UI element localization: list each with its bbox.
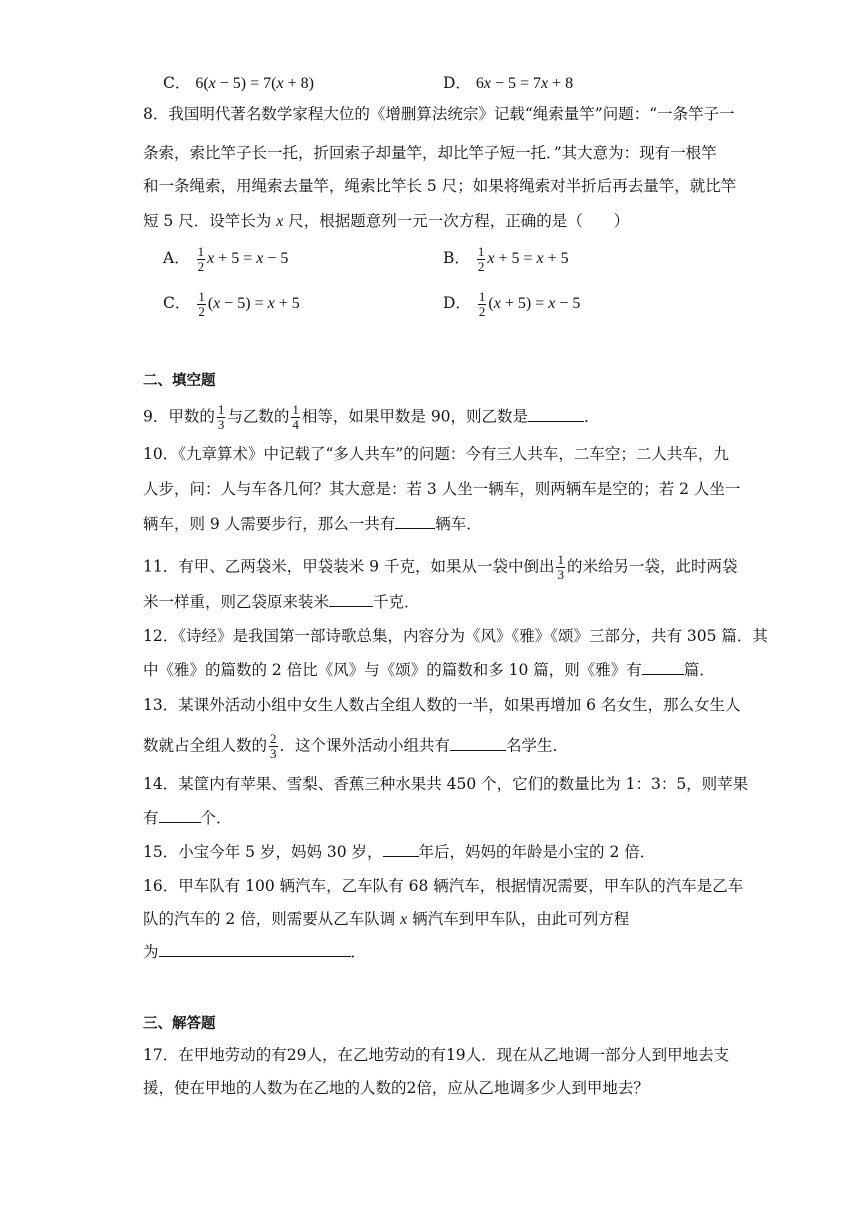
q14-line-1: 14．某筐内有苹果、雪梨、香蕉三种水果共 450 个，它们的数量比为 1：3：5，则苹果	[143, 775, 749, 793]
q8-line-2: 条索，索比竿子长一托，折回索子却量竿，却比竿子短一托．”其大意为：现有一根竿	[143, 144, 717, 162]
section-fill-in-heading: 二、填空题	[143, 373, 216, 389]
q16-line-1: 16．甲车队有 100 辆汽车，乙车队有 68 辆汽车，根据情况需要，甲车队的汽车是乙车	[143, 877, 744, 895]
q11-line-2: 米一样重，则乙袋原来装米 千克．	[143, 593, 420, 611]
q8-line-4: 短 5 尺．设竿长为 x 尺，根据题意列一元一次方程，正确的是（ ）	[143, 212, 630, 230]
q8-option-c[interactable]: C． $\frac{1}{2}$ (x − 5) = x + 5	[163, 289, 300, 319]
q12-line-2: 中《雅》的篇数的 2 倍比《风》与《颂》的篇数和多 10 篇，则《雅》有 篇．	[143, 661, 715, 679]
q10-answer-blank[interactable]	[395, 514, 435, 529]
q9-fraction-1: $\frac{1}{3}$	[217, 402, 225, 432]
q14-line-2: 有 个．	[143, 809, 232, 827]
q13-line-1: 13．某课外活动小组中女生人数占全组人数的一半，如果再增加 6 名女生，那么女生人	[143, 696, 741, 714]
q10-line-2: 人步，问：人与车各几何？其大意是：若 3 人坐一辆车，则两辆车是空的；若 2 人坐一	[143, 480, 741, 498]
q17-line-1: 17．在甲地劳动的有29人，在乙地劳动的有19人．现在从乙地调一部分人到甲地去支	[143, 1046, 730, 1064]
q8-line-1: 8．我国明代著名数学家程大位的《增删算法统宗》记载“绳索量竿”问题：“一条竿子一	[143, 105, 735, 123]
q13-fraction: $\frac{2}{3}$	[270, 731, 277, 761]
q14-answer-blank[interactable]	[159, 808, 201, 823]
q7-option-d[interactable]: D． 6x − 5 = 7x + 8	[443, 74, 574, 92]
q8-option-b-equation: $\frac{1}{2}$ x + 5 = x + 5	[477, 244, 569, 274]
q10-line-1: 10．《九章算术》中记载了“多人共车”的问题：今有三人共车，二车空；二人共车，九	[143, 445, 729, 463]
q7-option-d-equation: 6x − 5 = 7x + 8	[475, 75, 574, 92]
q12-line-1: 12．《诗经》是我国第一部诗歌总集，内容分为《风》《雅》《颂》三部分，共有 305 篇．其	[143, 627, 768, 645]
section-solve-heading: 三、解答题	[143, 1016, 216, 1032]
q15-answer-blank[interactable]	[383, 842, 419, 857]
q13-answer-blank[interactable]	[450, 736, 506, 751]
q11-fraction: $\frac{1}{3}$	[557, 552, 564, 582]
q8-option-a[interactable]: A． $\frac{1}{2}$ x + 5 = x − 5	[163, 244, 289, 274]
q8-option-d[interactable]: D． $\frac{1}{2}$ (x + 5) = x − 5	[443, 289, 581, 319]
q11-line-1: 11．有甲、乙两袋米，甲袋装米 9 千克，如果从一袋中倒出 $\frac{1}{3}$ 的米给另一袋，此时两袋	[143, 552, 738, 582]
q9-fraction-2: $\frac{1}{4}$	[292, 402, 299, 432]
q8-line-3: 和一条绳索，用绳索去量竿，绳索比竿长 5 尺；如果将绳索对半折后再去量竿，就比竿	[143, 177, 737, 195]
q16-line-2: 队的汽车的 2 倍，则需要从乙车队调 x 辆汽车到甲车队，由此可列方程	[143, 910, 630, 928]
q9-answer-blank[interactable]	[528, 407, 584, 422]
q8-option-d-equation: $\frac{1}{2}$ (x + 5) = x − 5	[478, 289, 581, 319]
q7-option-c-equation: 6(x − 5) = 7(x + 8)	[195, 75, 314, 92]
q8-option-b[interactable]: B． $\frac{1}{2}$ x + 5 = x + 5	[443, 244, 569, 274]
q12-answer-blank[interactable]	[642, 660, 684, 675]
q13-line-2: 数就占全组人数的 $\frac{2}{3}$ ．这个课外活动小组共有 名学生．	[143, 731, 569, 761]
q16-answer-blank[interactable]	[159, 942, 351, 957]
q8-option-c-equation: $\frac{1}{2}$ (x − 5) = x + 5	[198, 289, 300, 319]
q16-line-3: 为 ．	[143, 943, 367, 961]
q7-option-c[interactable]: C． 6(x − 5) = 7(x + 8)	[163, 74, 314, 92]
q8-option-a-equation: $\frac{1}{2}$ x + 5 = x − 5	[197, 244, 289, 274]
q17-line-2: 援，使在甲地的人数为在乙地的人数的2倍，应从乙地调多少人到甲地去？	[143, 1079, 649, 1097]
q10-line-3: 辆车，则 9 人需要步行，那么一共有 辆车．	[143, 515, 482, 533]
q15-line: 15．小宝今年 5 岁，妈妈 30 岁， 年后，妈妈的年龄是小宝的 2 倍．	[143, 843, 656, 861]
q9-line: 9．甲数的 $\frac{1}{3}$ 与乙数的 $\frac{1}{4}$ 相等，如果甲数是 90，则乙数是 ．	[143, 402, 600, 432]
q11-answer-blank[interactable]	[329, 592, 373, 607]
